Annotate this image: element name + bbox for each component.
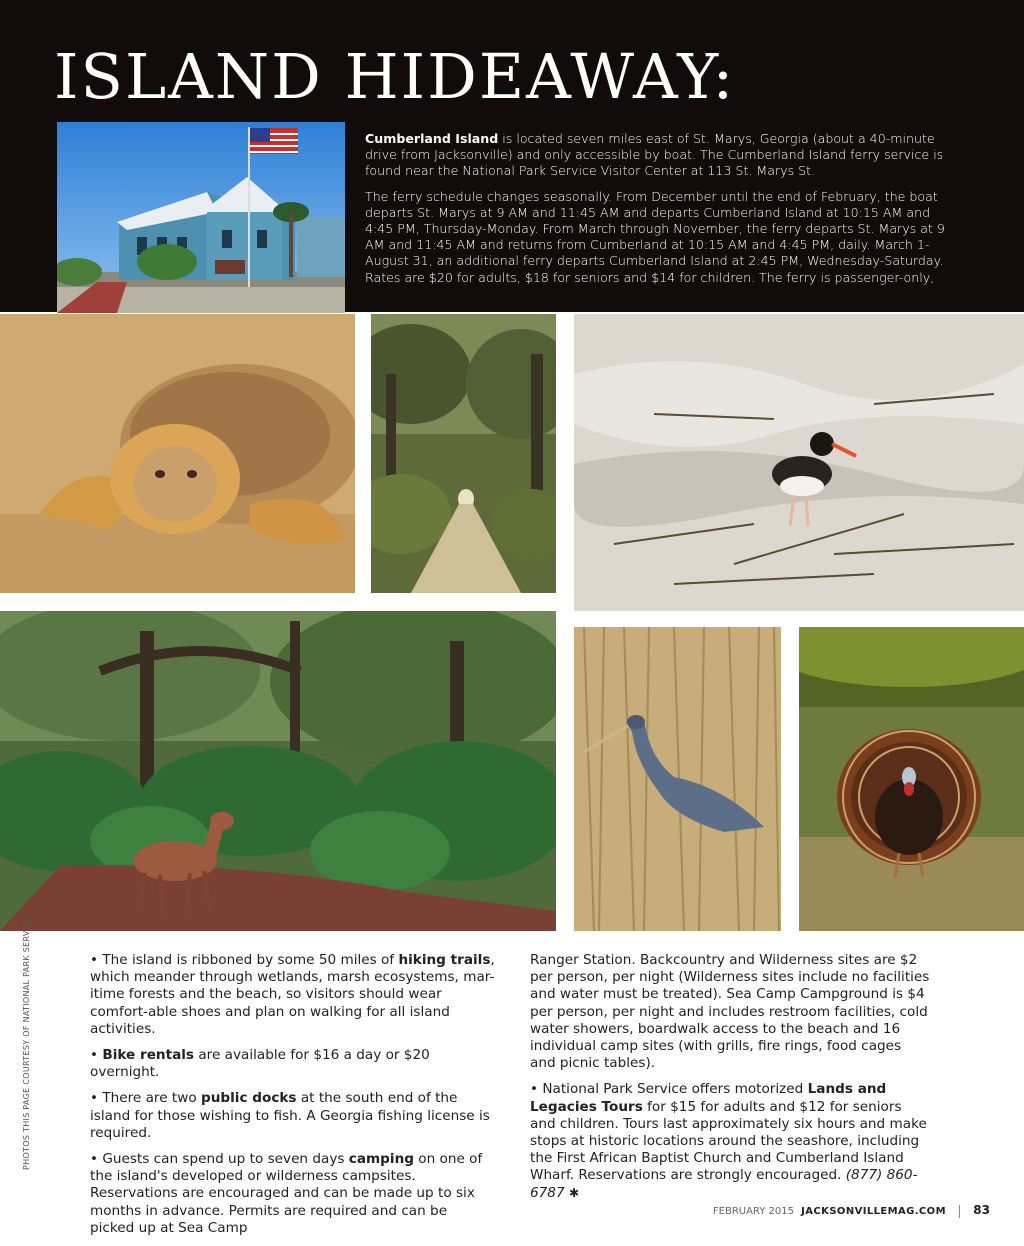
intro-column <box>365 131 950 295</box>
bullet-bikes-pre: • <box>90 1047 103 1064</box>
visitor-center-photo <box>57 122 345 313</box>
bullet-bikes <box>90 1047 495 1081</box>
bullet-hiking-bold: hiking trails <box>398 952 491 968</box>
intro-p1-text: is located seven miles east of St. Marys, Georgia (about a 40-minute drive from Jacksonville) and only accessible by boat. The Cumberland Island ferry service is found near the National Park Service Visitor Center at 113 St. Marys St. <box>365 131 944 179</box>
photo-credit: PHOTOS THIS PAGE COURTESY OF NATIONAL PARK SERVICE <box>22 916 31 1170</box>
sea-turtle-photo <box>0 314 355 593</box>
camping-continued: Ranger Station. Backcountry and Wilderness sites are $2 per person, per night (Wilderness sites include no facilities and water must be treated). Sea Camp Campground is $4 per person, per night and includes restroom facilities, cold water showers, boardwalk access to the beach and 16 individual camp sites (with grills, fire rings, food cages and picnic tables). <box>530 952 930 1072</box>
bullet-camping-post: on one of the island's developed or wilderness campsites. Reservations are encouraged and can be made up to six months in advance. Permits are required and can be picked up at Sea Camp <box>90 1151 483 1236</box>
page-number: 83 <box>973 1203 990 1217</box>
bullet-hiking-pre: • The island is ribboned by some 50 miles of <box>90 952 399 968</box>
bullet-bikes-post: are available for $16 a day or $20 overnight. <box>90 1047 430 1081</box>
intro-paragraph-1 <box>365 131 950 180</box>
footer-divider <box>959 1205 960 1218</box>
intro-paragraph-2: The ferry schedule changes seasonally. From December until the end of February, the boat departs St. Marys at 9 AM and 11:45 AM and departs Cumberland Island at 10:15 AM and 4:45 PM, Thursday-Monday. From March through November, the ferry departs St. Marys at 9 AM and 11:45 AM and returns from Cumberland at 10:15 AM and 4:45 PM, daily. March 1-August 31, an additional ferry departs Cumberland Island at 2:45 PM, Wednesday-Saturday. Rates are $20 for adults, $18 for seniors and $14 for children. The ferry is passenger-only, <box>365 188 945 285</box>
bullet-docks-bold: public docks <box>201 1090 297 1107</box>
bullet-tours-bold: Lands and Legacies Tours <box>530 1081 887 1115</box>
left-column <box>90 952 495 1246</box>
issue-date: FEBRUARY 2015 <box>712 1206 794 1217</box>
page-footer <box>713 1203 990 1218</box>
bullet-tours-pre: • National Park Service offers motorized <box>530 1081 808 1098</box>
deer-photo <box>0 611 556 931</box>
bullet-tours-post: for $15 for adults and $12 for seniors and children. Tours last approximately six hours and make stops at historic locations around the seashore, including the First African Baptist Church and Cumberland Island Wharf. Reservations are strongly encouraged. <box>530 1098 927 1184</box>
bullet-docks <box>90 1090 495 1142</box>
bullet-camping <box>90 1151 495 1237</box>
oak-trail-photo <box>371 314 556 593</box>
bullet-camping-bold: camping <box>348 1151 414 1168</box>
website: JACKSONVILLEMAG.COM <box>801 1206 946 1217</box>
bullet-camping-pre: • Guests can spend up to seven days <box>90 1151 349 1168</box>
intro-bold-term: Cumberland Island <box>365 131 499 146</box>
end-mark-icon: ✱ <box>568 1185 579 1200</box>
bullet-docks-pre: • There are two <box>90 1090 201 1107</box>
phone-number: (877) 860-6787 <box>530 1167 918 1201</box>
bullet-bikes-bold: Bike rentals <box>102 1047 195 1064</box>
page-title: ISLAND HIDEAWAY: <box>54 40 736 113</box>
bullet-hiking-post: , which meander through wetlands, marsh ecosystems, mar-itime forests and the beach, so visitors should wear comfort-able shoes and plan on walking for all island activities. <box>90 952 495 1037</box>
bullet-hiking <box>90 952 495 1038</box>
turkey-photo <box>799 627 1024 931</box>
bullet-tours <box>530 1081 930 1201</box>
heron-photo <box>574 627 781 931</box>
oystercatcher-photo <box>574 314 1024 611</box>
right-column <box>530 952 930 1211</box>
bullet-docks-post: at the south end of the island for those wishing to fish. A Georgia fishing license is required. <box>90 1090 490 1141</box>
